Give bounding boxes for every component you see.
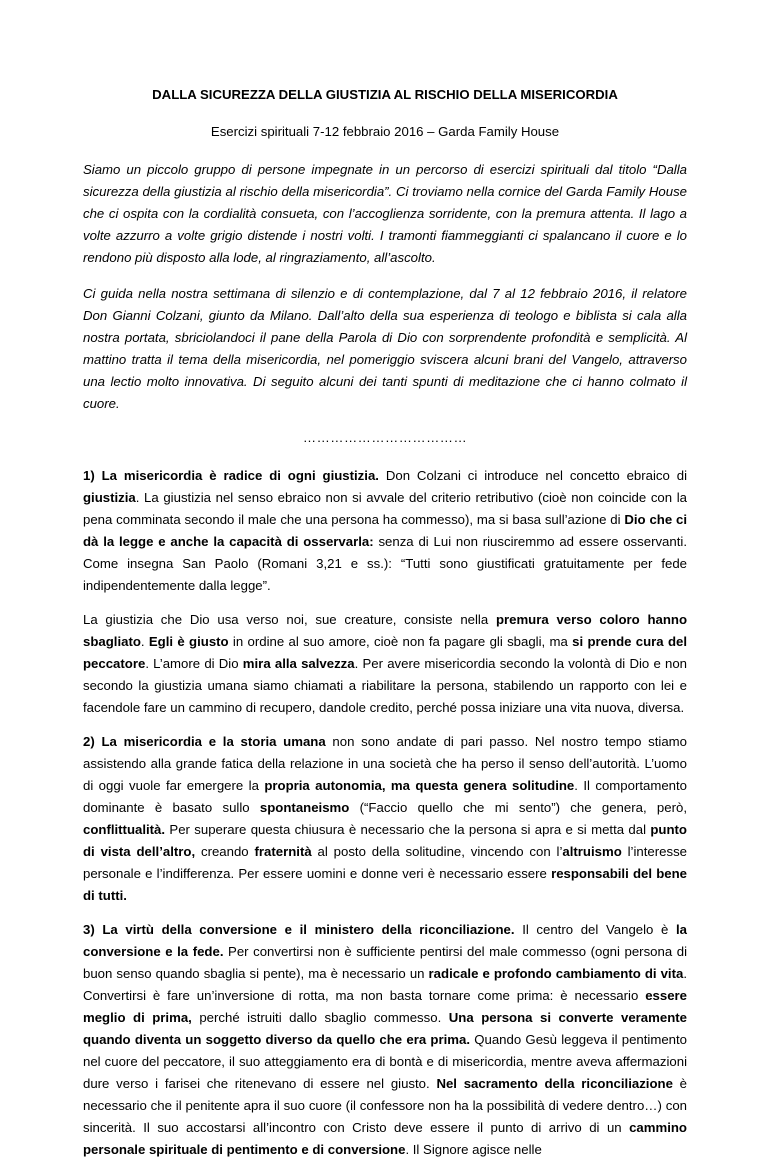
separator: ……………………………… <box>302 430 468 445</box>
section-3-heading: 3) La virtù della conversione e il ministero della riconciliazione. <box>83 922 515 937</box>
section-3-paragraph: 3) La virtù della conversione e il ministero della riconciliazione. Il centro del Vangelo è la conversione e la fede. Per convertirsi non è sufficiente pentirsi del male commesso (ogni persona di buon senso quando sbaglia si pente), ma è necessario un radicale e profondo cambiamento di vita. Convertirsi è fare un’inversione di rotta, ma non basta tornare come prima: è necessario essere meglio di prima, perché istruiti dallo sbaglio commesso. Una persona si converte veramente quando diventa un soggetto diverso da quello che era prima. Quando Gesù leggeva il pentimento nel cuore del peccatore, il suo atteggiamento era di bontà e di misericordia, mentre aveva affermazioni dure verso i farisei che ritenevano di essere nel giusto. Nel sacramento della riconciliazione è necessario che il penitente apra il suo cuore (il confessore non ha la possibilità di vedere dentro…) con sincerità. Il suo accostarsi all’incontro con Cristo deve essere il punto di arrivo di un cammino personale spirituale di pentimento e di conversione. Il Signore agisce nelle <box>83 922 688 1157</box>
intro-paragraph-2: Ci guida nella nostra settimana di silenzio e di contemplazione, dal 7 al 12 febbraio 2016, il relatore Don Gianni Colzani, giunto da Milano. Dall’alto della sua esperienza di teologo e biblista si cala alla nostra portata, sbriciolandoci il pane della Parola di Dio con sorprendente profondità e semplicità. Al mattino tratta il tema della misericordia, nel pomeriggio sviscera alcuni brani del Vangelo, attraverso una lectio molto innovativa. Di seguito alcuni dei tanti spunti di meditazione che ci hanno colmato il cuore. <box>83 286 687 411</box>
section-1-paragraph: 1) La misericordia è radice di ogni giustizia. Don Colzani ci introduce nel concetto ebraico di giustizia. La giustizia nel senso ebraico non si avvale del criterio retributivo (cioè non coincide con la pena comminata secondo il male che una persona ha commesso), ma si basa sull’azione di Dio che ci dà la legge e anche la capacità di osservarla: senza di Lui non riusciremmo ad essere osservanti. Come insegna San Paolo (Romani 3,21 e ss.): “Tutti sono giustificati gratuitamente per fede indipendentemente dalla legge”. <box>83 468 687 593</box>
section-2-heading: 2) La misericordia e la storia umana <box>83 734 326 749</box>
section-1-heading: 1) La misericordia è radice di ogni giustizia. <box>83 468 379 483</box>
section-2-paragraph: 2) La misericordia e la storia umana non sono andate di pari passo. Nel nostro tempo stiamo assistendo alla grande fatica della relazione in una società che ha perso il senso dell’autorità. L’uomo di oggi vuole far emergere la propria autonomia, ma questa genera solitudine. Il comportamento dominante è basato sullo spontaneismo (“Faccio quello che mi sento”) che genera, però, conflittualità. Per superare questa chiusura è necessario che la persona si apra e si metta dal punto di vista dell’altro, creando fraternità al posto della solitudine, vincendo con l’altruismo l’interesse personale e l’indifferenza. Per essere uomini e donne veri è necessario essere responsabili del bene di tutti. <box>83 734 688 903</box>
section-1-paragraph-2: La giustizia che Dio usa verso noi, sue creature, consiste nella premura verso coloro hanno sbagliato. Egli è giusto in ordine al suo amore, cioè non fa pagare gli sbagli, ma si prende cura del peccatore. L’amore di Dio mira alla salvezza. Per avere misericordia secondo la volontà di Dio e non secondo la giustizia umana siamo chiamati a riabilitare la persona, stabilendo un rapporto con lei e facendole fare un cammino di recupero, dandole credito, perché possa iniziare una vita nuova, diversa. <box>83 612 688 715</box>
document-subtitle: Esercizi spirituali 7-12 febbraio 2016 – Garda Family House <box>210 124 560 139</box>
intro-paragraph-1: Siamo un piccolo gruppo di persone impegnate in un percorso di esercizi spirituali dal titolo “Dalla sicurezza della giustizia al rischio della misericordia”. Ci troviamo nella cornice del Garda Family House che ci ospita con la cordialità consueta, con l’accoglienza sorridente, con la premura attenta. Il lago a volte azzurro a volte grigio distende i nostri volti. I tramonti fiammeggianti ci spalancano il cuore e lo rendono più disposto alla lode, al ringraziamento, all’ascolto. <box>83 162 687 265</box>
document-title: DALLA SICUREZZA DELLA GIUSTIZIA AL RISCHIO DELLA MISERICORDIA <box>152 87 618 102</box>
